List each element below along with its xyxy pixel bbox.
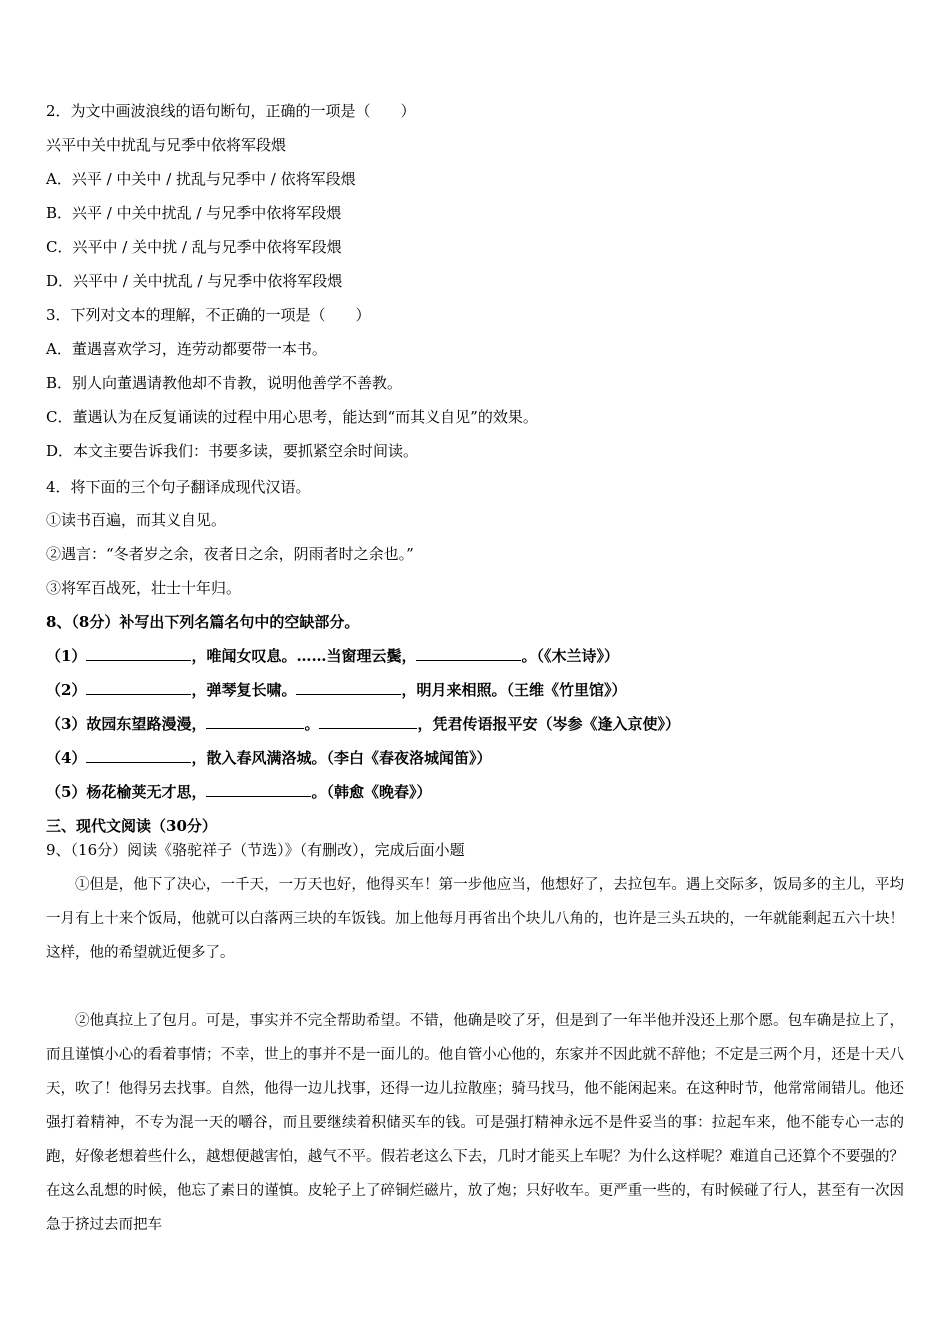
q4-item-2: ②遇言：“冬者岁之余，夜者日之余，阴雨者时之余也。”	[46, 545, 414, 563]
q8-l5-text: （5）杨花榆荚无才思，	[46, 783, 207, 801]
q2-option-d: D．兴平中 / 关中扰乱 / 与兄季中依将军段煨	[46, 272, 343, 290]
blank-2b	[296, 680, 401, 695]
q4-stem: 4．将下面的三个句子翻译成现代汉语。	[46, 478, 311, 496]
q8-l1-text: ，唯闻女叹息。……当窗理云鬓，	[191, 647, 417, 665]
q8-l5-source: 。（韩愈《晚春》）	[311, 783, 432, 801]
q8-l3-text: （3）故园东望路漫漫，	[46, 715, 207, 733]
passage-paragraph-2: ②他真拉上了包月。可是，事实并不完全帮助希望。不错，他确是咬了牙，但是到了一年半他并没还上那个愿。包车确是拉上了，而且谨慎小心的看着事情；不幸，世上的事并不是一面儿的。他自管小心他的，东家并不因此就不辞他；不定是三两个月，还是十天八天，吹了！他得另去找事。自然，他得一边儿找事，还得一边儿拉散座；骑马找马，他不能闲起来。在这种时节，他常常闹错儿。他还强打着精神，不专为混一天的嚼谷，而且要继续着积储买车的钱。可是强打精神永远不是件妥当的事：拉起车来，他不能专心一志的跑，好像老想着些什么，越想便越害怕，越气不平。假若老这么下去，几时才能买上车呢？为什么这样呢？难道自己还算个不要强的？在这么乱想的时候，他忘了素日的谨慎。皮轮子上了碎铜烂磁片，放了炮；只好收车。更严重一些的，有时候碰了行人，甚至有一次因急于挤过去而把车	[46, 1013, 904, 1233]
blank-3b	[319, 714, 417, 729]
q8-l3-mid: 。	[304, 715, 320, 733]
q8-line-1	[46, 646, 619, 666]
q9-stem: 9、（16分）阅读《骆驼祥子（节选）》（有删改），完成后面小题	[46, 841, 465, 859]
q3-stem: 3．下列对文本的理解，不正确的一项是（ ）	[46, 306, 371, 324]
q8-l1-num: （1）	[46, 647, 87, 665]
q8-l2-text: ，弹琴复长啸。	[191, 681, 297, 699]
blank-3a	[206, 714, 304, 729]
q8-l2-source: ，明月来相照。（王维《竹里馆》）	[401, 681, 627, 699]
q3-option-d: D．本文主要告诉我们：书要多读，要抓紧空余时间读。	[46, 442, 419, 460]
q3-option-b: B．别人向董遇请教他却不肯教，说明他善学不善教。	[46, 374, 403, 392]
q2-sentence: 兴平中关中扰乱与兄季中依将军段煨	[46, 136, 287, 154]
blank-1b	[416, 646, 521, 661]
q8-line-4	[46, 748, 491, 768]
blank-1a	[86, 646, 191, 661]
q8-l4-source: ，散入春风满洛城。（李白《春夜洛城闻笛》）	[191, 749, 492, 767]
blank-2a	[86, 680, 191, 695]
q4-item-3: ③将军百战死，壮士十年归。	[46, 579, 242, 597]
q4-item-1: ①读书百遍，而其义自见。	[46, 511, 227, 529]
q8-stem: 8、（8分）补写出下列名篇名句中的空缺部分。	[46, 613, 360, 631]
q2-option-c: C．兴平中 / 关中扰 / 乱与兄季中依将军段煨	[46, 238, 342, 256]
q8-line-2	[46, 680, 626, 700]
q3-option-c: C．董遇认为在反复诵读的过程中用心思考，能达到“而其义自见”的效果。	[46, 408, 538, 426]
q3-option-a: A．董遇喜欢学习，连劳动都要带一本书。	[46, 340, 327, 358]
passage-paragraph-1: ①但是，他下了决心，一千天，一万天也好，他得买车！第一步他应当，他想好了，去拉包车。遇上交际多，饭局多的主儿，平均一月有上十来个饭局，他就可以白落两三块的车饭钱。加上他每月再省出个块儿八角的，也许是三头五块的，一年就能剩起五六十块！这样，他的希望就近便多了。	[46, 877, 904, 961]
q2-option-a: A．兴平 / 中关中 / 扰乱与兄季中 / 依将军段煨	[46, 170, 356, 188]
q8-line-5	[46, 782, 431, 802]
blank-5a	[206, 782, 311, 797]
section-heading: 三、现代文阅读（30分）	[46, 817, 217, 835]
q8-l1-source: 。（《木兰诗》）	[521, 647, 619, 665]
q8-line-3	[46, 714, 680, 734]
blank-4a	[86, 748, 191, 763]
q2-option-b: B．兴平 / 中关中扰乱 / 与兄季中依将军段煨	[46, 204, 342, 222]
q2-stem: 2．为文中画波浪线的语句断句，正确的一项是（ ）	[46, 102, 416, 120]
q8-l3-source: ，凭君传语报平安（岑参《逢入京使》）	[417, 715, 680, 733]
q8-l2-num: （2）	[46, 681, 87, 699]
q8-l4-num: （4）	[46, 749, 87, 767]
